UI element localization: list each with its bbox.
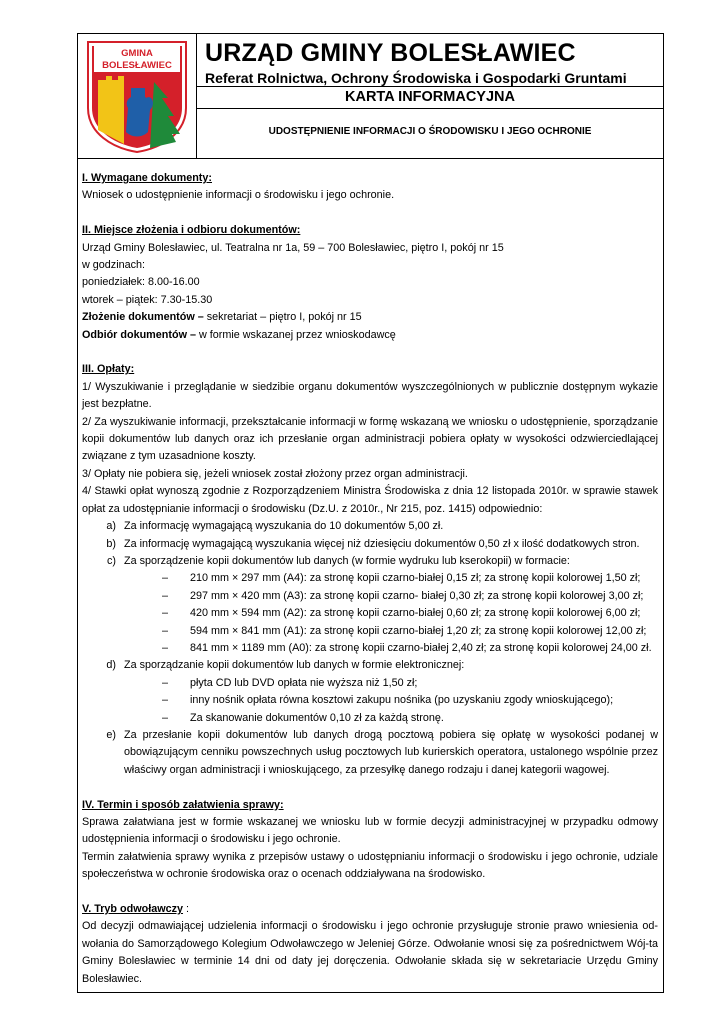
sub-list-item: – 297 mm × 420 mm (A3): za stronę kopii czarno- białej 0,30 zł; za stronę kopii kolorowej 3,00 zł;	[161, 589, 644, 602]
submit-info: Złożenie dokumentów – sekretariat – piętro I, pokój nr 15	[82, 311, 362, 324]
hours-tue-fri: wtorek – piątek: 7.30-15.30	[82, 293, 213, 306]
fees-paragraph: 1/ Wyszukiwanie i przeglądanie w siedzibie organu dokumentów wyszczególnionych w publicznie dostępnym wykazie jest bezpłatne.	[82, 380, 658, 411]
section-heading: V. Tryb odwoławczy :	[82, 903, 190, 915]
list-item: d) Za sporządzanie kopii dokumentów lub danych w formie elektronicznej:	[106, 659, 465, 672]
header-divider	[197, 86, 663, 87]
card-subject: UDOSTĘPNIENIE INFORMACJI O ŚRODOWISKU I JEGO OCHRONIE	[268, 126, 592, 137]
content-body	[82, 170, 658, 988]
sub-list-item: – 210 mm × 297 mm (A4): za stronę kopii czarno-białej 0,15 zł; za stronę kopii kolorowej 1,50 zł;	[161, 572, 641, 585]
list-item: c) Za sporządzenie kopii dokumentów lub danych (w formie wydruku lub kserokopii) w formacie:	[107, 554, 570, 567]
department-subtitle: Referat Rolnictwa, Ochrony Środowiska i Gospodarki Gruntami	[205, 70, 627, 86]
header	[78, 34, 663, 159]
card-title: KARTA INFORMACYJNA	[345, 89, 515, 105]
office-title: URZĄD GMINY BOLESŁAWIEC	[205, 39, 576, 67]
crest-cell	[78, 34, 197, 158]
document-page	[77, 33, 664, 993]
term-paragraph: Termin załatwienia sprawy wynika z przepisów ustawy o udostępnianiu informacji o środowisku i jego ochronie, udziale społeczeństwa w ochronie środowiska oraz o ocenach oddziaływana na środowisko.	[82, 850, 658, 881]
sub-list-item: – 420 mm × 594 mm (A2): za stronę kopii czarno-białej 0,60 zł; za stronę kopii kolorowej 6,00 zł;	[161, 607, 641, 620]
sub-list-item: – 841 mm × 1189 mm (A0): za stronę kopii czarno-białej 2,40 zł; za stronę kopii kolorowej 24,00 zł.	[161, 641, 652, 654]
address-line: Urząd Gminy Bolesławiec, ul. Teatralna nr 1a, 59 – 700 Bolesławiec, piętro I, pokój nr 15	[82, 241, 504, 254]
fees-paragraph: 3/ Opłaty nie pobiera się, jeżeli wniosek został złożony przez organ administracji.	[82, 467, 468, 480]
hours-label: w godzinach:	[82, 259, 146, 272]
crest-text-gmina: GMINA	[121, 48, 153, 59]
fees-paragraph: 4/ Stawki opłat wynoszą zgodnie z Rozporządzeniem Ministra Środowiska z dnia 12 listopada 2010r. w sprawie stawek opłat za udostępnianie informacji o środowisku (Dz.U. z 2010r., Nr 215, poz. 1415) odpowiednio:	[82, 485, 658, 515]
appeal-paragraph: Od decyzji odmawiającej udzielenia informacji o środowisku i jego ochronie przysługuje stronie prawo wniesienia od-wołania do Samorządowego Kolegium Odwoławczego w Jeleniej Górze. Odwołanie wnosi się za pośrednictwem Wój-ta Gminy Bolesławiec w terminie 14 dni od daty jej doręczenia. Odwołanie składa się w sekretariacie Urzędu Gminy Bolesławiec.	[82, 920, 658, 985]
section-heading: I. Wymagane dokumenty:	[82, 172, 212, 184]
pickup-info: Odbiór dokumentów – w formie wskazanej przez wnioskodawcę	[82, 328, 396, 341]
section-text: Wniosek o udostępnienie informacji o środowisku i jego ochronie.	[82, 189, 395, 202]
sub-list-item: – Za skanowanie dokumentów 0,10 zł za każdą stronę.	[161, 711, 444, 724]
header-divider	[197, 108, 663, 109]
section-heading: III. Opłaty:	[82, 363, 135, 376]
sub-list-item: – 594 mm × 841 mm (A1): za stronę kopii czarno-białej 1,20 zł; za stronę kopii kolorowej 12,00 zł;	[161, 624, 647, 637]
fees-paragraph: 2/ Za wyszukiwanie informacji, przekształcanie informacji w formę wskazaną we wniosku o udostępnienie, sporządzanie kopii dokumentów lub danych oraz ich przesłanie organ administracji pobiera opłaty w wysokości odzwierciedlającej związane z tym uzasadnione koszty.	[82, 415, 658, 463]
sub-list-item: – płyta CD lub DVD opłata nie wyższa niż 1,50 zł;	[161, 676, 418, 689]
term-paragraph: Sprawa załatwiana jest w formie wskazanej we wniosku lub w formie decyzji administracyjnej w przypadku odmowy udostępnienia informacji o środowisku i jego ochronie.	[82, 815, 658, 846]
section-heading: II. Miejsce złożenia i odbioru dokumentów:	[82, 224, 301, 237]
coat-of-arms-icon	[84, 38, 190, 154]
sub-list-item: – inny nośnik opłata równa kosztowi zakupu nośnika (po uzyskaniu zgody wnioskującego);	[161, 694, 614, 707]
section-heading: IV. Termin i sposób załatwienia sprawy:	[82, 798, 284, 811]
hours-monday: poniedziałek: 8.00-16.00	[82, 276, 200, 289]
list-item: b) Za informację wymagającą wyszukania więcej niż dziesięciu dokumentów 0,50 zł x ilość dodatkowych stron.	[106, 537, 640, 550]
title-cell	[197, 34, 663, 158]
list-item: a) Za informację wymagającą wyszukania do 10 dokumentów 5,00 zł.	[106, 520, 444, 533]
list-item: e) Za przesłanie kopii dokumentów lub danych drogą pocztową pobiera się opłatę w wysokości podanej w obowiązującym cenniku powszechnych usług pocztowych lub kurierskich operatora, ustalonego wspólnie przez właściwy organ administracji i wnioskującego, za przesyłkę danego rodzaju i danej kategorii wagowej.	[106, 728, 658, 776]
crest-text-name: BOLESŁAWIEC	[102, 60, 172, 71]
